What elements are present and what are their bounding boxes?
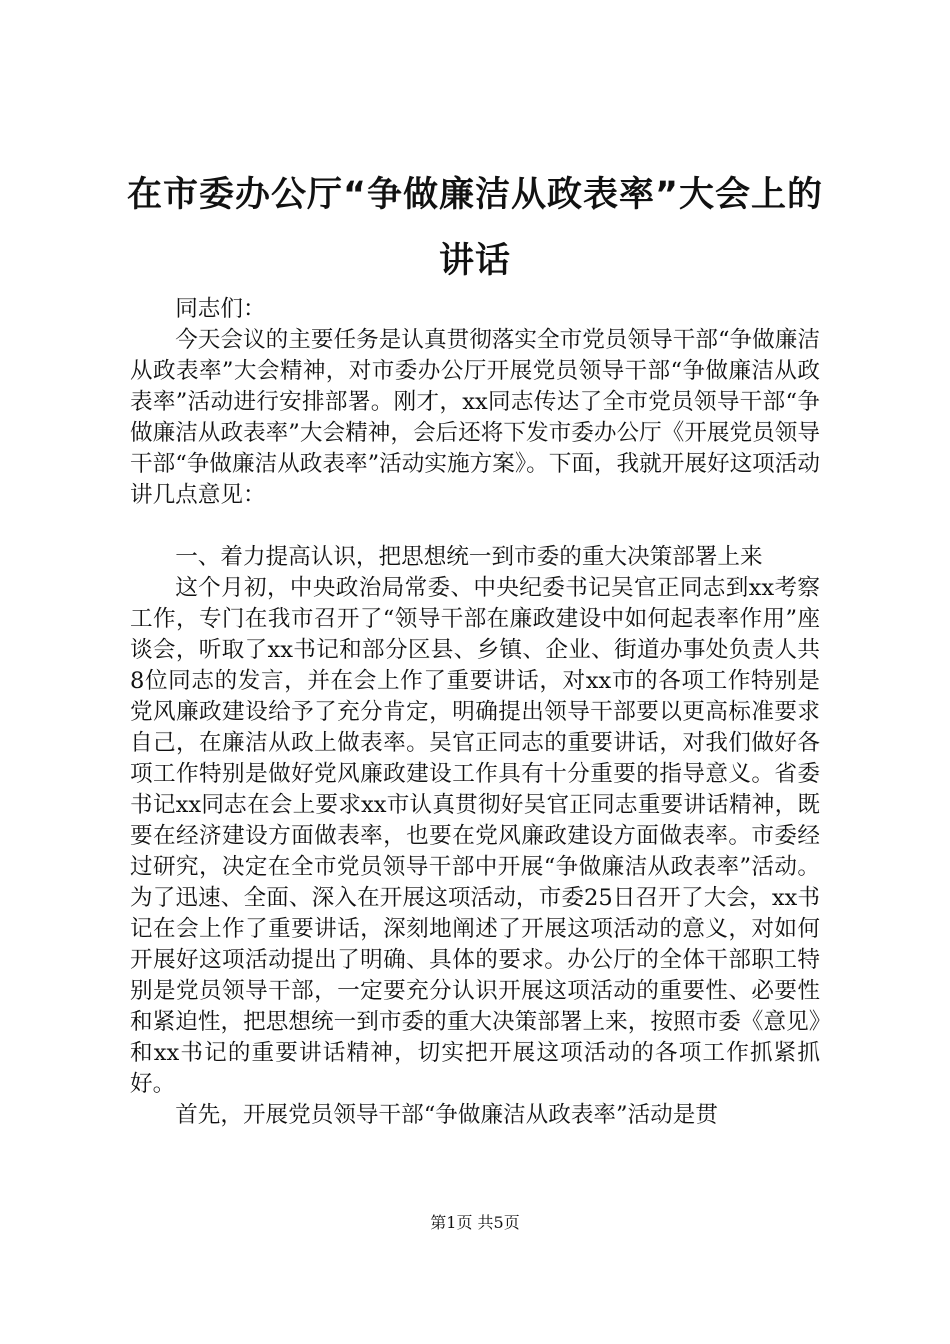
page-number: 第1页 共5页 bbox=[430, 1213, 520, 1232]
document-body bbox=[130, 294, 820, 1131]
page-footer bbox=[0, 1212, 950, 1234]
section-heading-1: 一、着力提高认识，把思想统一到市委的重大决策部署上来 bbox=[175, 544, 763, 570]
paragraph-section-1: 这个月初，中央政治局常委、中央纪委书记吴官正同志到xx考察工作，专门在我市召开了“领导干部在廉政建设中如何起表率作用”座谈会，听取了xx书记和部分区县、乡镇、企业、街道办事处负责人共8位同志的发言，并在会上作了重要讲话，对xx市的各项工作特别是党风廉政建设给予了充分肯定，明确提出领导干部要以更高标准要求自己，在廉洁从政上做表率。吴官正同志的重要讲话，对我们做好各项工作特别是做好党风廉政建设工作具有十分重要的指导意义。省委书记xx同志在会上要求xx市认真贯彻好吴官正同志重要讲话精神，既要在经济建设方面做表率，也要在党风廉政建设方面做表率。市委经过研究，决定在全市党员领导干部中开展“争做廉洁从政表率”活动。为了迅速、全面、深入在开展这项活动，市委25日召开了大会，xx书记在会上作了重要讲话，深刻地阐述了开展这项活动的意义，对如何开展好这项活动提出了明确、具体的要求。办公厅的全体干部职工特别是党员领导干部，一定要充分认识开展这项活动的重要性、必要性和紧迫性，把思想统一到市委的重大决策部署上来，按照市委《意见》和xx书记的重要讲话精神，切实把开展这项活动的各项工作抓紧抓好。 bbox=[130, 575, 820, 1097]
title-line-1: 在市委办公厅“争做廉洁从政表率”大会上的 bbox=[126, 175, 823, 215]
document-title bbox=[110, 162, 840, 294]
title-line-2: 讲话 bbox=[438, 241, 511, 281]
paragraph-intro: 今天会议的主要任务是认真贯彻落实全市党员领导干部“争做廉洁从政表率”大会精神，对市委办公厅开展党员领导干部“争做廉洁从政表率”活动进行安排部署。刚才，xx同志传达了全市党员领导干部“争做廉洁从政表率”大会精神，会后还将下发市委办公厅《开展党员领导干部“争做廉洁从政表率”活动实施方案》。下面，我就开展好这项活动讲几点意见： bbox=[130, 327, 820, 508]
salutation: 同志们： bbox=[175, 296, 266, 322]
paragraph-first-point: 首先，开展党员领导干部“争做廉洁从政表率”活动是贯 bbox=[175, 1102, 718, 1128]
